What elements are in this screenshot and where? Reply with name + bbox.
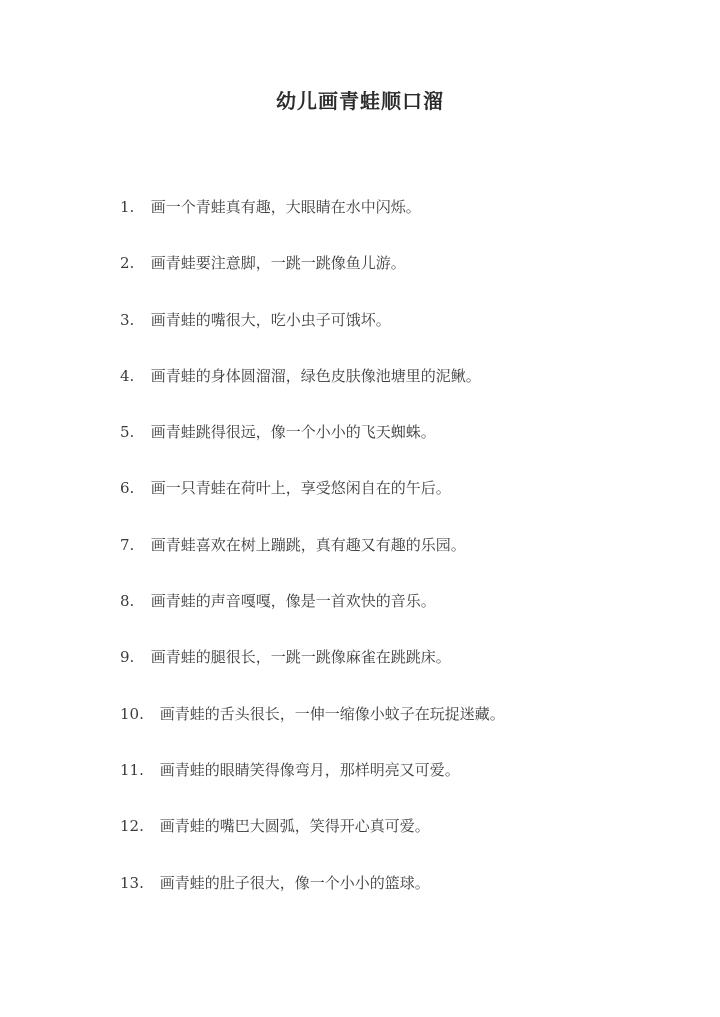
list-item xyxy=(120,364,680,420)
item-number: 11. xyxy=(120,760,144,779)
item-number: 8. xyxy=(120,592,135,611)
item-text: 画青蛙的眼睛笑得像弯月，那样明亮又可爱。 xyxy=(159,760,460,779)
item-text: 画青蛙的声音嘎嘎，像是一首欢快的音乐。 xyxy=(150,592,436,611)
item-number: 13. xyxy=(120,873,144,892)
item-number: 7. xyxy=(120,535,135,554)
item-text: 画一只青蛙在荷叶上，享受悠闲自在的午后。 xyxy=(150,479,451,498)
item-text: 画一个青蛙真有趣，大眼睛在水中闪烁。 xyxy=(150,198,421,216)
item-text: 画青蛙的身体圆溜溜，绿色皮肤像池塘里的泥鳅。 xyxy=(150,366,481,385)
item-text: 画青蛙的肚子很大，像一个小小的篮球。 xyxy=(159,873,430,892)
list-item xyxy=(120,702,680,758)
list-item xyxy=(120,420,680,476)
list-item xyxy=(120,195,680,251)
list-item xyxy=(120,814,680,870)
item-text: 画青蛙跳得很远，像一个小小的飞天蜘蛛。 xyxy=(150,423,436,442)
list-item xyxy=(120,589,680,645)
document-title: 幼儿画青蛙顺口溜 xyxy=(276,89,444,113)
rhyme-list xyxy=(120,195,680,927)
list-item xyxy=(120,645,680,701)
list-item xyxy=(120,251,680,307)
list-item xyxy=(120,476,680,532)
item-number: 5. xyxy=(120,423,135,442)
item-number: 4. xyxy=(120,366,135,385)
item-text: 画青蛙的嘴很大，吃小虫子可饿坏。 xyxy=(150,310,391,329)
item-number: 1. xyxy=(120,198,135,216)
item-text: 画青蛙的嘴巴大圆弧，笑得开心真可爱。 xyxy=(159,817,430,836)
list-item xyxy=(120,308,680,364)
item-text: 画青蛙喜欢在树上蹦跳，真有趣又有趣的乐园。 xyxy=(150,535,466,554)
item-number: 9. xyxy=(120,648,135,667)
item-number: 2. xyxy=(120,254,135,273)
list-item xyxy=(120,533,680,589)
item-text: 画青蛙的舌头很长，一伸一缩像小蚊子在玩捉迷藏。 xyxy=(159,704,505,723)
list-item xyxy=(120,758,680,814)
item-number: 6. xyxy=(120,479,135,498)
list-item xyxy=(120,871,680,927)
item-number: 12. xyxy=(120,817,144,836)
item-number: 10. xyxy=(120,704,144,723)
item-number: 3. xyxy=(120,310,135,329)
item-text: 画青蛙的腿很长，一跳一跳像麻雀在跳跳床。 xyxy=(150,648,451,667)
item-text: 画青蛙要注意脚，一跳一跳像鱼儿游。 xyxy=(150,254,406,273)
